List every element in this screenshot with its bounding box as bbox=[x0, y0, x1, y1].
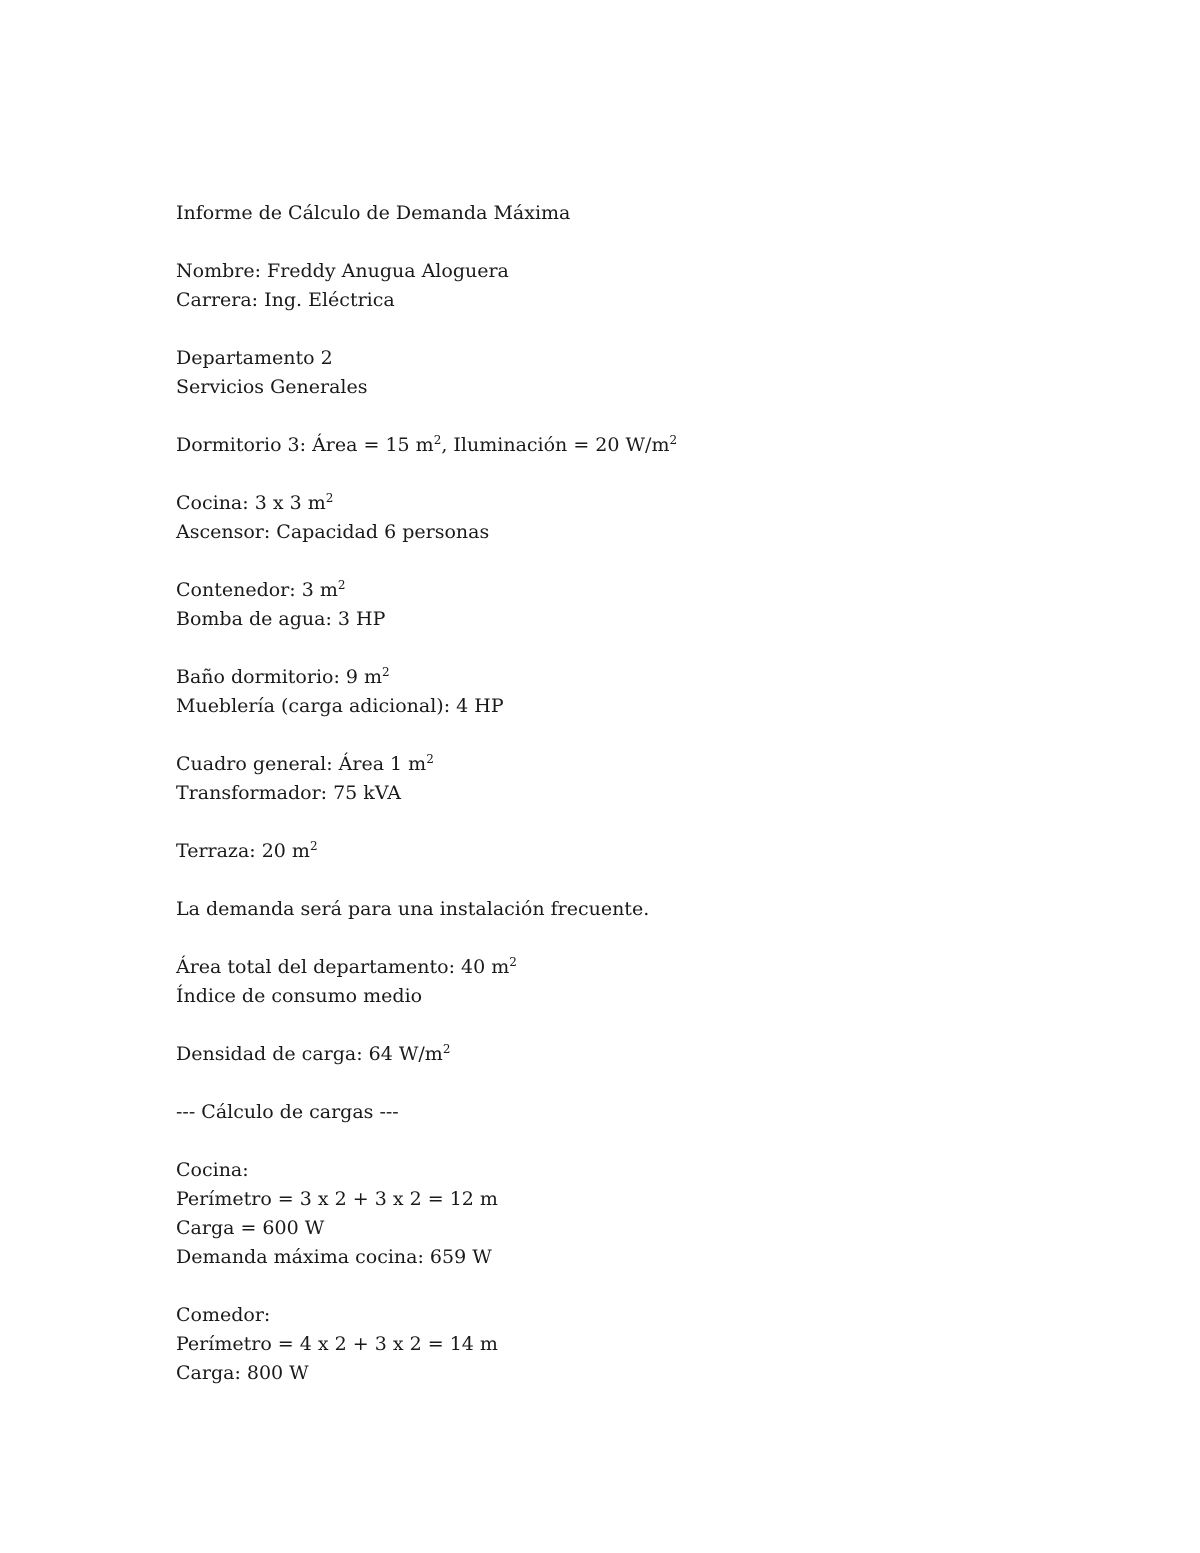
panel-text: Cuadro general: Área 1 m bbox=[176, 753, 427, 775]
blank-line bbox=[176, 634, 1076, 663]
dining-calc-load: Carga: 800 W bbox=[176, 1362, 309, 1384]
department-subheading: Servicios Generales bbox=[176, 376, 368, 398]
bedroom-area-exponent: 2 bbox=[433, 433, 442, 447]
document-title: Informe de Cálculo de Demanda Máxima bbox=[176, 202, 571, 224]
total-area-text: Área total del departamento: 40 m bbox=[176, 956, 510, 978]
blank-line bbox=[176, 1272, 1076, 1301]
demand-note: La demanda será para una instalación frecuente. bbox=[176, 898, 650, 920]
bedroom-lighting-exponent: 2 bbox=[669, 433, 678, 447]
document-body bbox=[176, 199, 1076, 1388]
panel-exponent: 2 bbox=[426, 752, 434, 766]
blank-line bbox=[176, 315, 1076, 344]
container-exponent: 2 bbox=[337, 578, 346, 592]
dining-calc-perimeter: Perímetro = 4 x 2 + 3 x 2 = 14 m bbox=[176, 1333, 498, 1355]
panel-line bbox=[176, 750, 1076, 779]
department-heading: Departamento 2 bbox=[176, 347, 333, 369]
blank-line bbox=[176, 866, 1076, 895]
blank-line bbox=[176, 924, 1076, 953]
load-density-text: Densidad de carga: 64 W/m bbox=[176, 1043, 443, 1065]
blank-line bbox=[176, 547, 1076, 576]
total-area-exponent: 2 bbox=[509, 955, 517, 969]
container-line bbox=[176, 576, 1076, 605]
terrace-exponent: 2 bbox=[309, 839, 318, 853]
bedroom-area-text: Dormitorio 3: Área = 15 m bbox=[176, 434, 434, 456]
transformer-line: Transformador: 75 kVA bbox=[176, 782, 401, 804]
blank-line bbox=[176, 1069, 1076, 1098]
bedroom-line bbox=[176, 431, 1076, 460]
load-density-exponent: 2 bbox=[442, 1042, 451, 1056]
consumption-index-line: Índice de consumo medio bbox=[176, 985, 423, 1007]
total-area-line bbox=[176, 953, 1076, 982]
kitchen-calc-load: Carga = 600 W bbox=[176, 1217, 325, 1239]
kitchen-exponent: 2 bbox=[325, 491, 334, 505]
kitchen-line bbox=[176, 489, 1076, 518]
dining-calc-heading: Comedor: bbox=[176, 1304, 271, 1326]
elevator-line: Ascensor: Capacidad 6 personas bbox=[176, 521, 490, 543]
blank-line bbox=[176, 721, 1076, 750]
blank-line bbox=[176, 1127, 1076, 1156]
kitchen-text: Cocina: 3 x 3 m bbox=[176, 492, 326, 514]
student-career-line: Carrera: Ing. Eléctrica bbox=[176, 289, 395, 311]
blank-line bbox=[176, 460, 1076, 489]
kitchen-calc-heading: Cocina: bbox=[176, 1159, 249, 1181]
blank-line bbox=[176, 228, 1076, 257]
kitchen-calc-perimeter: Perímetro = 3 x 2 + 3 x 2 = 12 m bbox=[176, 1188, 498, 1210]
blank-line bbox=[176, 402, 1076, 431]
calc-heading: --- Cálculo de cargas --- bbox=[176, 1101, 399, 1123]
pump-line: Bomba de agua: 3 HP bbox=[176, 608, 386, 630]
bathroom-line bbox=[176, 663, 1076, 692]
student-name-line: Nombre: Freddy Anugua Aloguera bbox=[176, 260, 509, 282]
terrace-text: Terraza: 20 m bbox=[176, 840, 310, 862]
bathroom-text: Baño dormitorio: 9 m bbox=[176, 666, 383, 688]
blank-line bbox=[176, 808, 1076, 837]
kitchen-calc-max-demand: Demanda máxima cocina: 659 W bbox=[176, 1246, 492, 1268]
blank-line bbox=[176, 1011, 1076, 1040]
load-density-line bbox=[176, 1040, 1076, 1069]
container-text: Contenedor: 3 m bbox=[176, 579, 338, 601]
bathroom-exponent: 2 bbox=[382, 665, 390, 679]
bedroom-lighting-text: , Iluminación = 20 W/m bbox=[441, 434, 670, 456]
terrace-line bbox=[176, 837, 1076, 866]
furniture-line: Mueblería (carga adicional): 4 HP bbox=[176, 695, 504, 717]
